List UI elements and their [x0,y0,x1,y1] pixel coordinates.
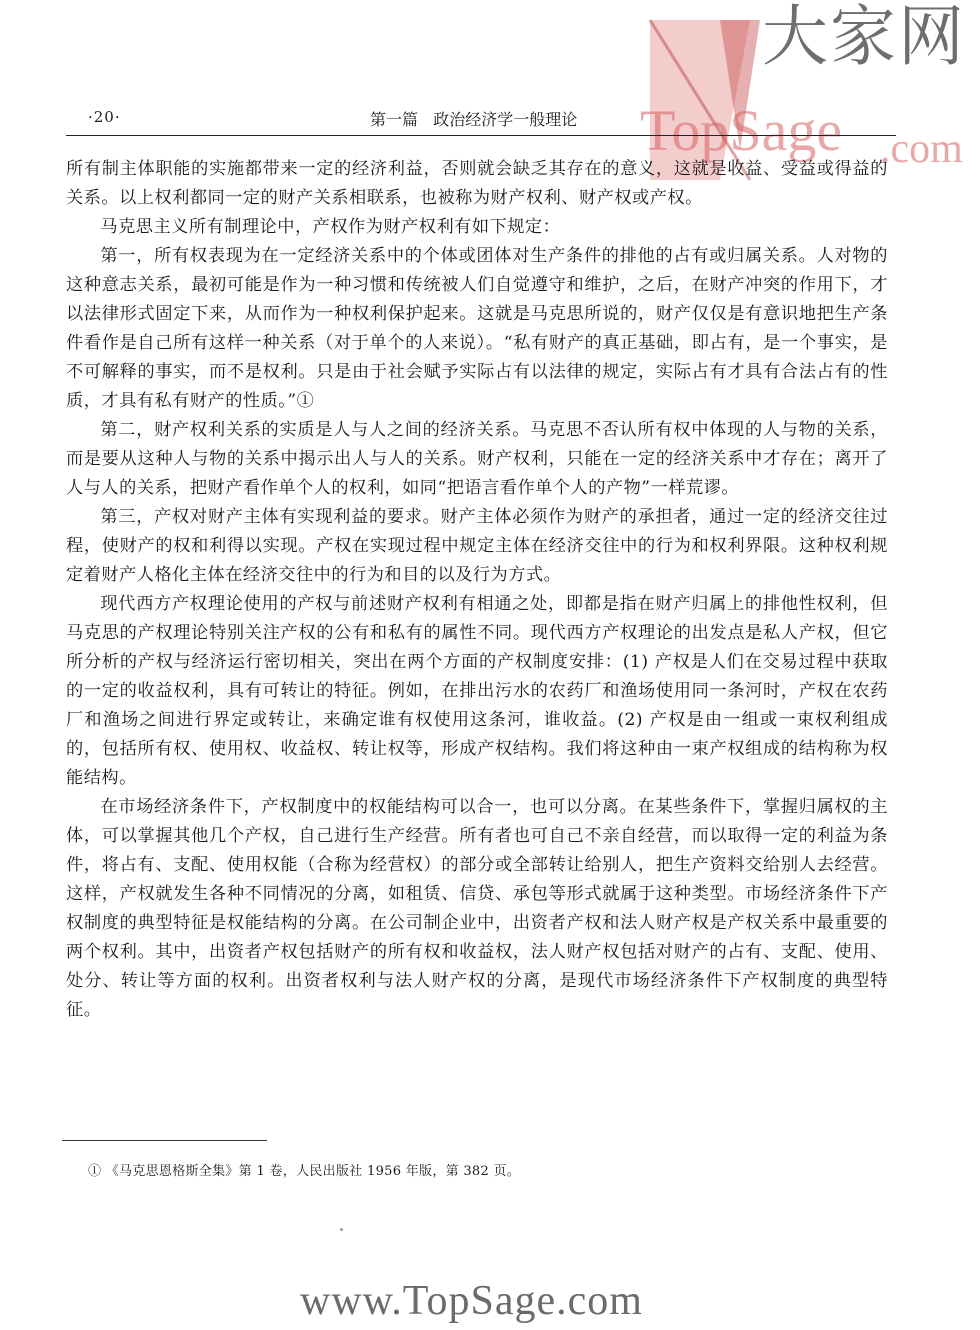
paragraph: 马克思主义所有制理论中，产权作为财产权利有如下规定： [100,217,561,237]
footnote-rule [62,1140,267,1141]
body-text [66,155,888,1025]
paragraph: 第一，所有权表现为在一定经济关系中的个体或团体对生产条件的排他的占有或归属关系。人对物的这种意志关系，最初可能是作为一种习惯和传统被人们自觉遵守和维护，之后，在财产冲突的作用下，才以法律形式固定下来，从而作为一种权利保护起来。这就是马克思所说的，财产仅仅是有意识地把生产条件看作是自己所有这样一种关系（对于单个的人来说）。“私有财产的真正基础，即占有，是一个事实，是不可解释的事实，而不是权利。只是由于社会赋予实际占有以法律的规定，实际占有才具有合法占有的性质，才具有私有财产的性质。”① [66,246,888,411]
paragraph: 在市场经济条件下，产权制度中的权能结构可以合一，也可以分离。在某些条件下，掌握归属权的主体，可以掌握其他几个产权，自己进行生产经营。所有者也可自己不亲自经营，而以取得一定的利益为条件，将占有、支配、使用权能（合称为经营权）的部分或全部转让给别人，把生产资料交给别人去经营。这样，产权就发生各种不同情况的分离，如租赁、信贷、承包等形式就属于这种类型。市场经济条件下产权制度的典型特征是权能结构的分离。在公司制企业中，出资者产权和法人财产权是产权关系中最重要的两个权利。其中，出资者产权包括财产的所有权和收益权，法人财产权包括对财产的占有、支配、使用、处分、转让等方面的权利。出资者权利与法人财产权的分离，是现代市场经济条件下产权制度的典型特征。 [66,797,888,1020]
watermark-tld: .com [880,126,963,172]
paragraph: 第二，财产权利关系的实质是人与人之间的经济关系。马克思不否认所有权中体现的人与物的关系，而是要从这种人与物的关系中揭示出人与人的关系。财产权利，只能在一定的经济关系中才存在；离开了人与人的关系，把财产看作单个人的权利，如同“把语言看作单个人的产物”一样荒谬。 [66,420,888,498]
footnote: ① 《马克思恩格斯全集》第 1 卷，人民出版社 1956 年版，第 382 页。 [88,1164,521,1179]
scan-speck [340,1228,343,1231]
paragraph: 现代西方产权理论使用的产权与前述财产权利有相通之处，即都是指在财产归属上的排他性权利，但马克思的产权理论特别关注产权的公有和私有的属性不同。现代西方产权理论的出发点是私人产权，但它所分析的产权与经济运行密切相关，突出在两个方面的产权制度安排：(1) 产权是人们在交易过程中获取的一定的收益权利，具有可转让的特征。例如，在排出污水的农药厂和渔场使用同一条河时，产权在农药厂和渔场之间进行界定或转让，来确定谁有权使用这条河，谁收益。(2) 产权是由一组或一束权利组成的，包括所有权、使用权、收益权、转让权等，形成产权结构。我们将这种由一束产权组成的结构称为权能结构。 [66,594,888,788]
watermark-brand: 大家网 [762,0,966,75]
header-rule [66,135,896,136]
chapter-title: 第一篇 政治经济学一般理论 [370,110,578,129]
watermark-site: TopSage [640,98,843,163]
page-number: ·20· [88,108,121,126]
paragraph: 第三，产权对财产主体有实现利益的要求。财产主体必须作为财产的承担者，通过一定的经济交往过程，使财产的权和利得以实现。产权在实现过程中规定主体在经济交往中的行为和权利界限。这种权利规定着财产人格化主体在经济交往中的行为和目的以及行为方式。 [66,507,888,585]
running-header [66,105,896,131]
watermark-bottom-url: www.TopSage.com [300,1278,643,1324]
paragraph: 所有制主体职能的实施都带来一定的经济利益，否则就会缺乏其存在的意义，这就是收益、受益或得益的关系。以上权利都同一定的财产关系相联系，也被称为财产权利、财产权或产权。 [66,159,888,208]
